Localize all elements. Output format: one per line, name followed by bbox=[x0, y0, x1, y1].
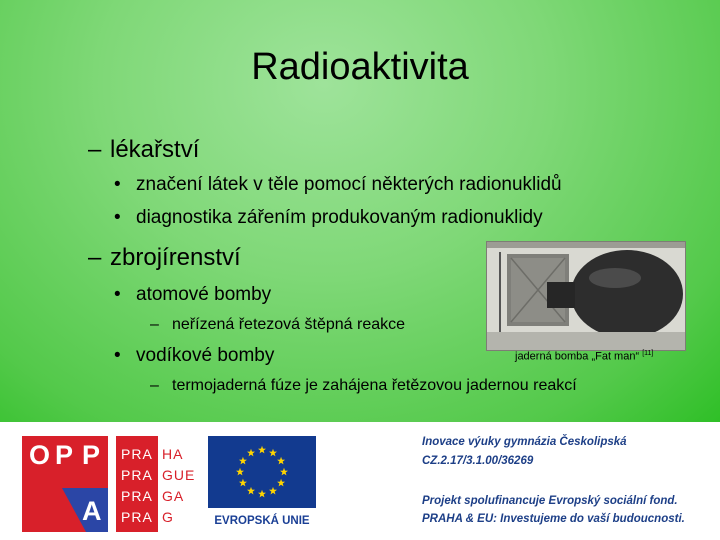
eu-star-icon bbox=[277, 479, 285, 487]
eu-star-icon bbox=[247, 449, 255, 457]
list-item: • atomové bomby bbox=[114, 284, 272, 305]
image-caption: jaderná bomba „Fat man“ [11] bbox=[515, 350, 654, 363]
eu-star-icon bbox=[239, 457, 247, 465]
opp-logo-letter: O bbox=[29, 440, 51, 470]
footer bbox=[0, 422, 720, 540]
project-info-line: Inovace výuky gymnázia Českolipská bbox=[422, 436, 627, 448]
eu-star-icon bbox=[258, 490, 266, 498]
eu-star-icon bbox=[269, 449, 277, 457]
project-info-line: PRAHA & EU: Investujeme do vaší budoucnosti. bbox=[422, 513, 685, 525]
list-item: • značení látek v těle pomocí některých radionuklidů bbox=[114, 174, 562, 195]
bomb-image bbox=[487, 242, 685, 350]
praha-logo: PRA PRA PRA PRA HA GUE GA G bbox=[116, 436, 200, 532]
list-item: • diagnostika zářením produkovaným radionuklidy bbox=[114, 207, 543, 228]
opp-logo-letter: P bbox=[82, 440, 101, 470]
eu-star-icon bbox=[236, 468, 244, 476]
list-item: – neřízená řetezová štěpná reakce bbox=[150, 316, 406, 333]
eu-star-icon bbox=[280, 468, 288, 476]
list-item: – termojaderná fúze je zahájena řetězovou jadernou reakcí bbox=[150, 377, 577, 394]
eu-star-icon bbox=[239, 479, 247, 487]
project-info-line: CZ.2.17/3.1.00/36269 bbox=[422, 455, 534, 467]
slide-title: Radioaktivita bbox=[251, 46, 469, 88]
opp-logo-letter: A bbox=[82, 496, 102, 526]
eu-logo bbox=[208, 436, 316, 532]
opp-logo-letter: P bbox=[55, 440, 74, 470]
eu-star-icon bbox=[277, 457, 285, 465]
eu-star-icon bbox=[247, 487, 255, 495]
list-item: – zbrojírenství bbox=[88, 244, 241, 271]
fat-man-bomb-photo bbox=[486, 241, 686, 351]
list-item: – lékařství bbox=[88, 136, 200, 163]
eu-star-icon bbox=[269, 487, 277, 495]
eu-star-icon bbox=[258, 446, 266, 454]
eu-logo-name: EVROPSKÁ UNIE bbox=[214, 515, 310, 527]
list-item: • vodíkové bomby bbox=[114, 345, 275, 366]
eu-flag-icon bbox=[208, 436, 316, 508]
project-info-line: Projekt spolufinancuje Evropský sociální fond. bbox=[422, 495, 678, 507]
opp-logo bbox=[22, 436, 108, 532]
